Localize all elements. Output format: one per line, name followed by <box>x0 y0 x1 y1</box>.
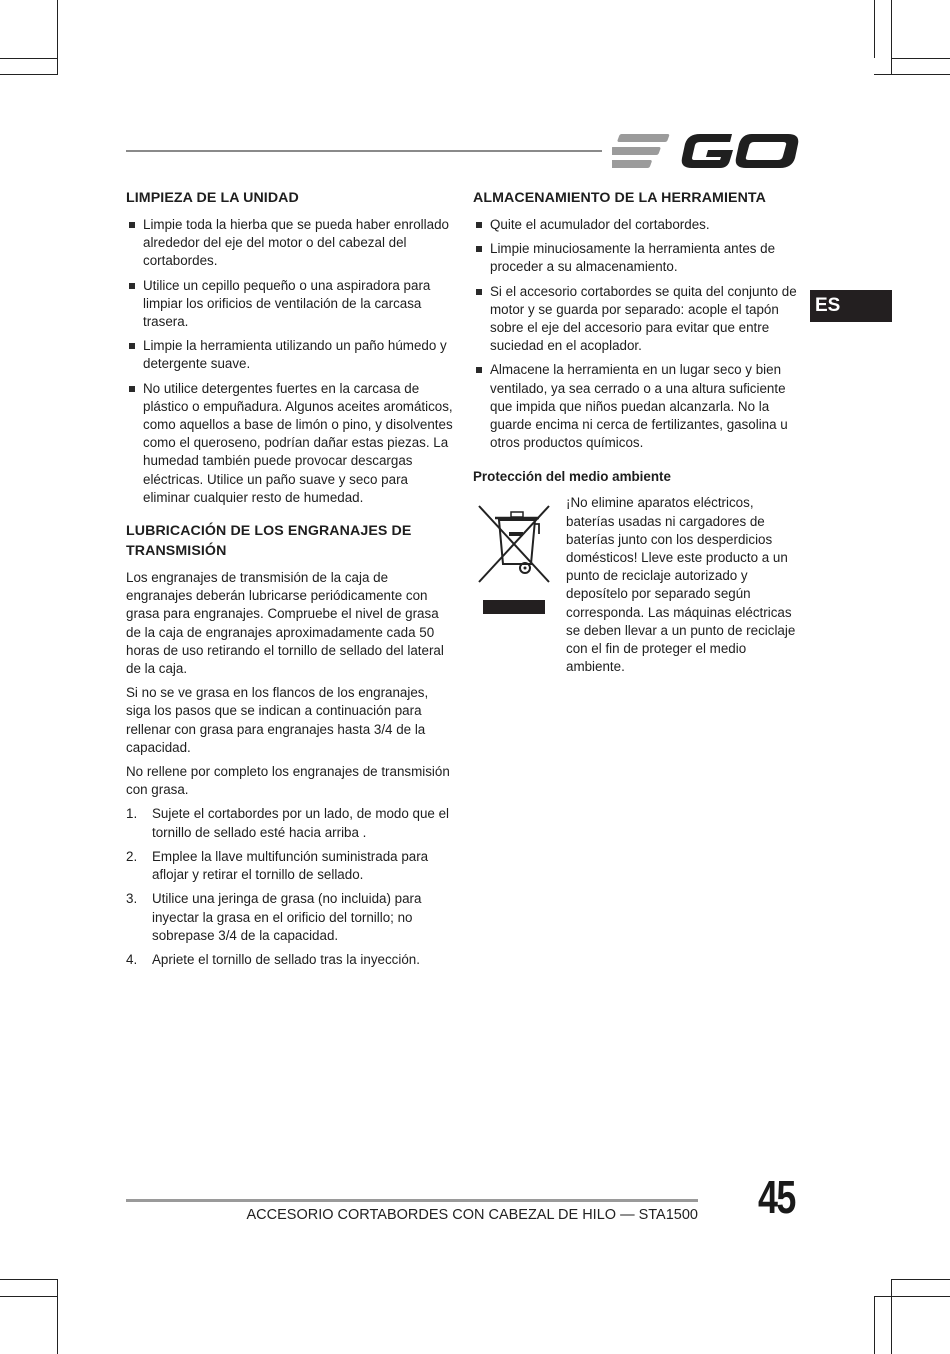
list-item: Limpie toda la hierba que se pueda haber enrollado alrededor del eje del motor o del cabezal del cortabordes. <box>126 216 456 271</box>
crossed-out-wheelie-bin-icon <box>473 494 556 624</box>
page-number: 45 <box>758 1171 795 1223</box>
language-tab: ES <box>810 290 892 322</box>
list-item: 4. Apriete el tornillo de sellado tras la inyección. <box>126 951 420 967</box>
ego-logo <box>612 128 802 174</box>
crop-mark <box>0 1279 58 1280</box>
section-title-lubrication: LUBRICACIÓN DE LOS ENGRANAJES DE TRANSMISIÓN <box>126 523 412 560</box>
crop-mark <box>891 0 892 74</box>
list-item: 3. Utilice una jeringa de grasa (no incluida) para inyectar la grasa en el orificio del tornillo; no sobrepase 3/4 de la capacidad. <box>126 891 422 943</box>
footer-rule <box>126 1199 698 1202</box>
crop-mark <box>874 1296 875 1354</box>
crop-mark <box>891 1279 950 1280</box>
left-column <box>126 188 456 975</box>
crop-mark <box>0 74 58 75</box>
list-item: Utilice un cepillo pequeño o una aspiradora para limpiar los orificios de ventilación de la carcasa trasera. <box>126 277 456 332</box>
environment-text: ¡No elimine aparatos eléctricos, baterías usadas ni cargadores de baterías junto con los desperdicios domésticos! Lleve este producto a un punto de reciclaje autorizado y deposítelo por separado según corresponda. Las máquinas eléctricas se deben llevar a un punto de reciclaje con el fin de proteger el medio ambiente. <box>566 495 796 675</box>
crop-mark <box>0 58 58 59</box>
list-item: 2. Emplee la llave multifunción suministrada para aflojar y retirar el tornillo de sellado. <box>126 848 429 883</box>
square-bullet-icon <box>129 222 135 228</box>
paragraph: Si no se ve grasa en los flancos de los engranajes, siga los pasos que se indican a continuación para rellenar con grasa para engranajes hasta 3/4 de la capacidad. <box>126 685 429 755</box>
square-bullet-icon <box>129 343 135 349</box>
list-item: 1. Sujete el cortabordes por un lado, de modo que el tornillo de sellado esté hacia arriba . <box>126 806 450 840</box>
square-bullet-icon <box>476 246 482 252</box>
section-title-cleaning: LIMPIEZA DE LA UNIDAD <box>126 190 299 206</box>
list-item: Quite el acumulador del cortabordes. <box>473 216 801 234</box>
crop-mark <box>891 58 950 59</box>
list-item: Limpie minuciosamente la herramienta antes de proceder a su almacenamiento. <box>473 240 801 276</box>
list-item: Si el accesorio cortabordes se quita del conjunto de motor y se guarda por separado: acople el tapón sobre el eje del accesorio para evitar que entre suciedad en el acoplador. <box>473 283 801 356</box>
cleaning-list <box>126 216 456 507</box>
crop-mark <box>57 0 58 74</box>
crop-mark <box>874 1296 950 1297</box>
list-item: No utilice detergentes fuertes en la carcasa de plástico o empuñadura. Algunos aceites aromáticos, como aquellos a base de limón o pino, y disolventes como el queroseno, podrían dañar estas piezas. La humedad también puede provocar descargas eléctricas. Utilice un paño suave y seco para eliminar cualquier resto de humedad. <box>126 380 456 507</box>
section-title-storage: ALMACENAMIENTO DE LA HERRAMIENTA <box>473 190 766 206</box>
square-bullet-icon <box>129 386 135 392</box>
crop-mark <box>874 0 875 58</box>
crop-mark <box>0 1296 58 1297</box>
square-bullet-icon <box>476 367 482 373</box>
crop-mark <box>891 1279 892 1354</box>
lubrication-steps <box>126 805 456 969</box>
storage-list <box>473 216 801 452</box>
crop-mark <box>57 1279 58 1354</box>
list-item: Limpie la herramienta utilizando un paño húmedo y detergente suave. <box>126 337 456 373</box>
square-bullet-icon <box>476 222 482 228</box>
paragraph: Los engranajes de transmisión de la caja de engranajes deberán lubricarse periódicamente con grasa para engranajes. Compruebe el nivel de grasa de la caja de engranajes aproximadamente cada 50 horas de uso retirando el tornillo de sellado del lateral de la caja. <box>126 570 444 677</box>
environment-block <box>473 494 801 676</box>
section-title-environment: Protección del medio ambiente <box>473 469 671 485</box>
right-column <box>473 188 801 676</box>
header-rule <box>126 150 602 152</box>
paragraph: No rellene por completo los engranajes de transmisión con grasa. <box>126 764 450 798</box>
crop-mark <box>874 74 950 75</box>
square-bullet-icon <box>476 289 482 295</box>
square-bullet-icon <box>129 283 135 289</box>
list-item: Almacene la herramienta en un lugar seco y bien ventilado, ya sea cerrado o a una altura suficiente que impida que niños puedan alcanzarla. No la guarde encima ni cerca de fertilizantes, gasolina u otros productos químicos. <box>473 361 801 452</box>
footer-title: ACCESORIO CORTABORDES CON CABEZAL DE HILO — STA1500 <box>246 1207 698 1223</box>
